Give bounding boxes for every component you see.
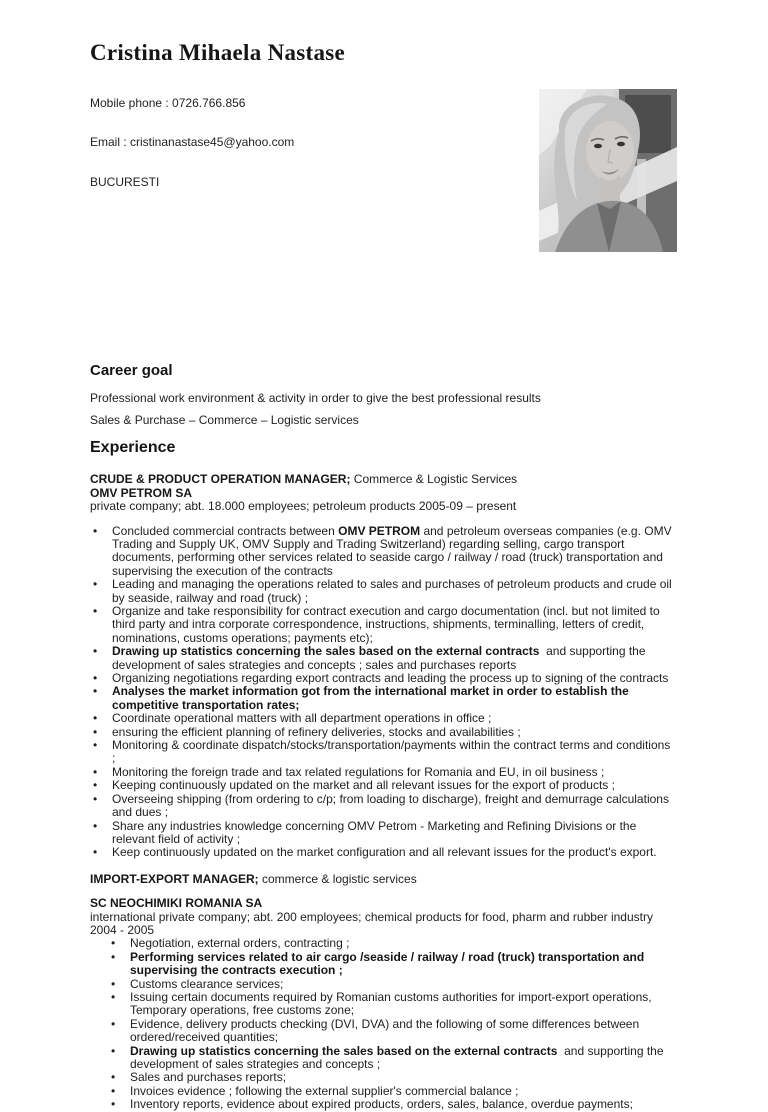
bullet-text [112, 644, 649, 671]
text-segment: Issuing certain documents required by Romanian customs authorities for import-export operations, Temporary operations, free customs zone; [130, 989, 655, 1018]
bullet-item [90, 1018, 675, 1045]
bullet-text [112, 845, 657, 859]
text-segment: Sales and purchases reports; [130, 1070, 287, 1085]
text-segment: Analyses the market information got from the international market in order to establish the competitive transportation rates; [112, 684, 633, 712]
bullet-text [130, 990, 655, 1017]
bullet-text [130, 1017, 643, 1044]
text-segment: ensuring the efficient planning of refinery deliveries, stocks and availabilities ; [112, 724, 521, 739]
bullet-item [90, 712, 675, 725]
bullet-text [112, 524, 675, 578]
text-segment: Coordinate operational matters with all department operations in office ; [112, 711, 492, 726]
email-line: Email : cristinanastase45@yahoo.com [90, 135, 295, 150]
bullet-text [130, 950, 648, 977]
bullet-item [90, 937, 675, 950]
text-segment: Drawing up statistics concerning the sales based on the external contracts [130, 1043, 558, 1058]
text-segment: Keeping continuously updated on the market and all relevant issues for the export of products ; [112, 778, 615, 793]
text-segment: Evidence, delivery products checking (DVI, DVA) and the following of some differences between ordered/received quantities; [130, 1016, 643, 1045]
bullet-icon: • [111, 989, 116, 1004]
bullet-icon: • [111, 936, 116, 951]
bullet-item [90, 991, 675, 1018]
text-segment: Monitoring the foreign trade and tax related regulations for Romania and EU, in oil business ; [112, 764, 605, 779]
bullet-icon: • [93, 818, 98, 833]
text-segment: Monitoring & coordinate dispatch/stocks/transportation/payments within the contract terms and conditions ; [112, 738, 674, 766]
bullet-text [130, 936, 349, 950]
bullet-icon: • [93, 523, 98, 538]
job-title [90, 473, 675, 486]
bullet-text [130, 1084, 519, 1098]
bullet-icon: • [93, 684, 98, 699]
bullet-icon: • [93, 738, 98, 753]
text-segment: and supporting the development of sales strategies and concepts ; [130, 1043, 667, 1071]
text-segment: and supporting the development of sales strategies and concepts ; sales and purchases reports [112, 644, 649, 672]
bullet-icon: • [111, 949, 116, 964]
mobile-phone-line: Mobile phone : 0726.766.856 [90, 95, 246, 110]
bullet-text [112, 684, 632, 711]
bullet-item [90, 1071, 675, 1084]
text-segment: and petroleum overseas companies (e.g. OMV Trading and Supply UK, OMV Supply and Trading Switzerland) regarding selling, cargo transport documents, performing other services related to seaside cargo / railway / road (truck) transportation and supervising the execution of the contracts [112, 523, 675, 578]
bullet-text [130, 1044, 667, 1071]
job-period: 2004 - 2005 [90, 922, 155, 937]
text-segment: Overseeing shipping (from ordering to c/p; from loading to discharge), freight and demurrage calculations and dues ; [112, 791, 673, 820]
person-name: Cristina Mihaela Nastase [90, 40, 346, 65]
bullet-text [112, 792, 672, 819]
career-goal-services: Sales & Purchase – Commerce – Logistic services [90, 412, 359, 427]
bullet-icon: • [111, 976, 116, 991]
jobs-container [90, 473, 675, 1111]
text-segment: Customs clearance services; [130, 976, 284, 991]
bullet-text [130, 1097, 633, 1111]
text-segment: Share any industries knowledge concerning OMV Petrom - Marketing and Refining Divisions or the relevant field of activity ; [112, 818, 640, 846]
text-segment: Inventory reports, evidence about expired products, orders, sales, balance, overdue payments; [130, 1097, 633, 1112]
bullet-item [90, 846, 675, 859]
profile-photo-image [539, 89, 677, 252]
text-segment: Leading and managing the operations related to sales and purchases of petroleum products and crude oil by seaside, railway and road (truck) ; [112, 577, 676, 605]
job-entry [90, 473, 675, 859]
bullet-icon: • [111, 1070, 116, 1085]
text-segment: OMV PETROM [338, 523, 421, 538]
bullet-icon: • [93, 724, 98, 739]
job-company: OMV PETROM SA [90, 485, 193, 500]
bullet-item [90, 779, 675, 792]
bullet-item [90, 951, 675, 978]
bullet-icon: • [93, 644, 98, 659]
bullet-icon: • [93, 711, 98, 726]
bullet-text [112, 725, 521, 739]
bullet-item [90, 739, 675, 766]
text-segment: Keep continuously updated on the market configuration and all relevant issues for the product's export. [112, 845, 657, 860]
bullet-icon: • [93, 791, 98, 806]
job-company-description: international private company; abt. 200 employees; chemical products for food, pharm and rubber industry [90, 909, 653, 924]
job-title-department: commerce & logistic services [258, 871, 417, 886]
bullet-item [90, 645, 675, 672]
bullet-icon: • [93, 577, 98, 592]
career-goal-heading: Career goal [90, 361, 173, 379]
bullet-item [90, 793, 675, 820]
text-segment: Concluded commercial contracts between [112, 523, 339, 538]
bullet-icon: • [93, 604, 98, 618]
job-title-role: CRUDE & PRODUCT OPERATION MANAGER; [90, 472, 351, 487]
text-segment: Performing services related to air cargo /seaside / railway / road (truck) transportation and supervising the contracts execution ; [130, 949, 648, 978]
bullet-item [90, 1085, 675, 1098]
text-segment: Drawing up statistics concerning the sales based on the external contracts [112, 644, 540, 659]
bullet-item [90, 525, 675, 579]
bullet-text [112, 604, 663, 645]
job-entry [90, 873, 675, 1112]
job-title-role: IMPORT-EXPORT MANAGER; [90, 871, 259, 886]
bullet-icon: • [111, 1043, 116, 1058]
bullet-text [112, 577, 675, 604]
bullet-item [90, 685, 675, 712]
bullet-item [90, 820, 675, 847]
bullet-text [112, 819, 640, 846]
experience-heading: Experience [90, 439, 176, 457]
bullet-item [90, 578, 675, 605]
job-bullet-list [90, 937, 675, 1111]
bullet-text [112, 711, 491, 725]
bullet-icon: • [93, 778, 98, 793]
bullet-text [130, 977, 283, 991]
job-title-department: Commerce & Logistic Services [350, 472, 518, 487]
bullet-icon: • [93, 845, 98, 860]
bullet-text [112, 738, 674, 765]
profile-photo [539, 89, 677, 252]
text-segment: Invoices evidence ; following the external supplier's commercial balance ; [130, 1083, 519, 1098]
bullet-item [90, 1098, 675, 1111]
bullet-text [112, 778, 615, 792]
bullet-text [112, 671, 668, 685]
job-company: SC NEOCHIMIKI ROMANIA SA [90, 896, 263, 911]
bullet-icon: • [111, 1097, 116, 1112]
bullet-item [90, 1045, 675, 1072]
bullet-text [112, 765, 604, 779]
city-line: BUCURESTI [90, 174, 160, 189]
bullet-item [90, 605, 675, 645]
bullet-icon: • [111, 1083, 116, 1098]
bullet-item [90, 978, 675, 991]
bullet-item [90, 672, 675, 685]
job-title [90, 873, 675, 886]
job-bullet-list [90, 525, 675, 860]
career-goal-text: Professional work environment & activity in order to give the best professional results [90, 390, 541, 405]
bullet-item [90, 766, 675, 779]
text-segment: Organize and take responsibility for contract execution and cargo documentation (incl. but not limited to third party and intra corporate correspondence, instructions, shipments, terminalling, letters of credit, nominations, customs operations; payments etc); [112, 604, 663, 645]
text-segment: Negotiation, external orders, contracting ; [130, 936, 350, 951]
bullet-icon: • [93, 671, 98, 686]
bullet-item [90, 726, 675, 739]
job-company-description: private company; abt. 18.000 employees; petroleum products 2005-09 – present [90, 499, 517, 514]
bullet-icon: • [111, 1016, 116, 1031]
text-segment: Organizing negotiations regarding export contracts and leading the process up to signing of the contracts [112, 671, 669, 686]
bullet-text [130, 1070, 286, 1084]
bullet-icon: • [93, 764, 98, 779]
